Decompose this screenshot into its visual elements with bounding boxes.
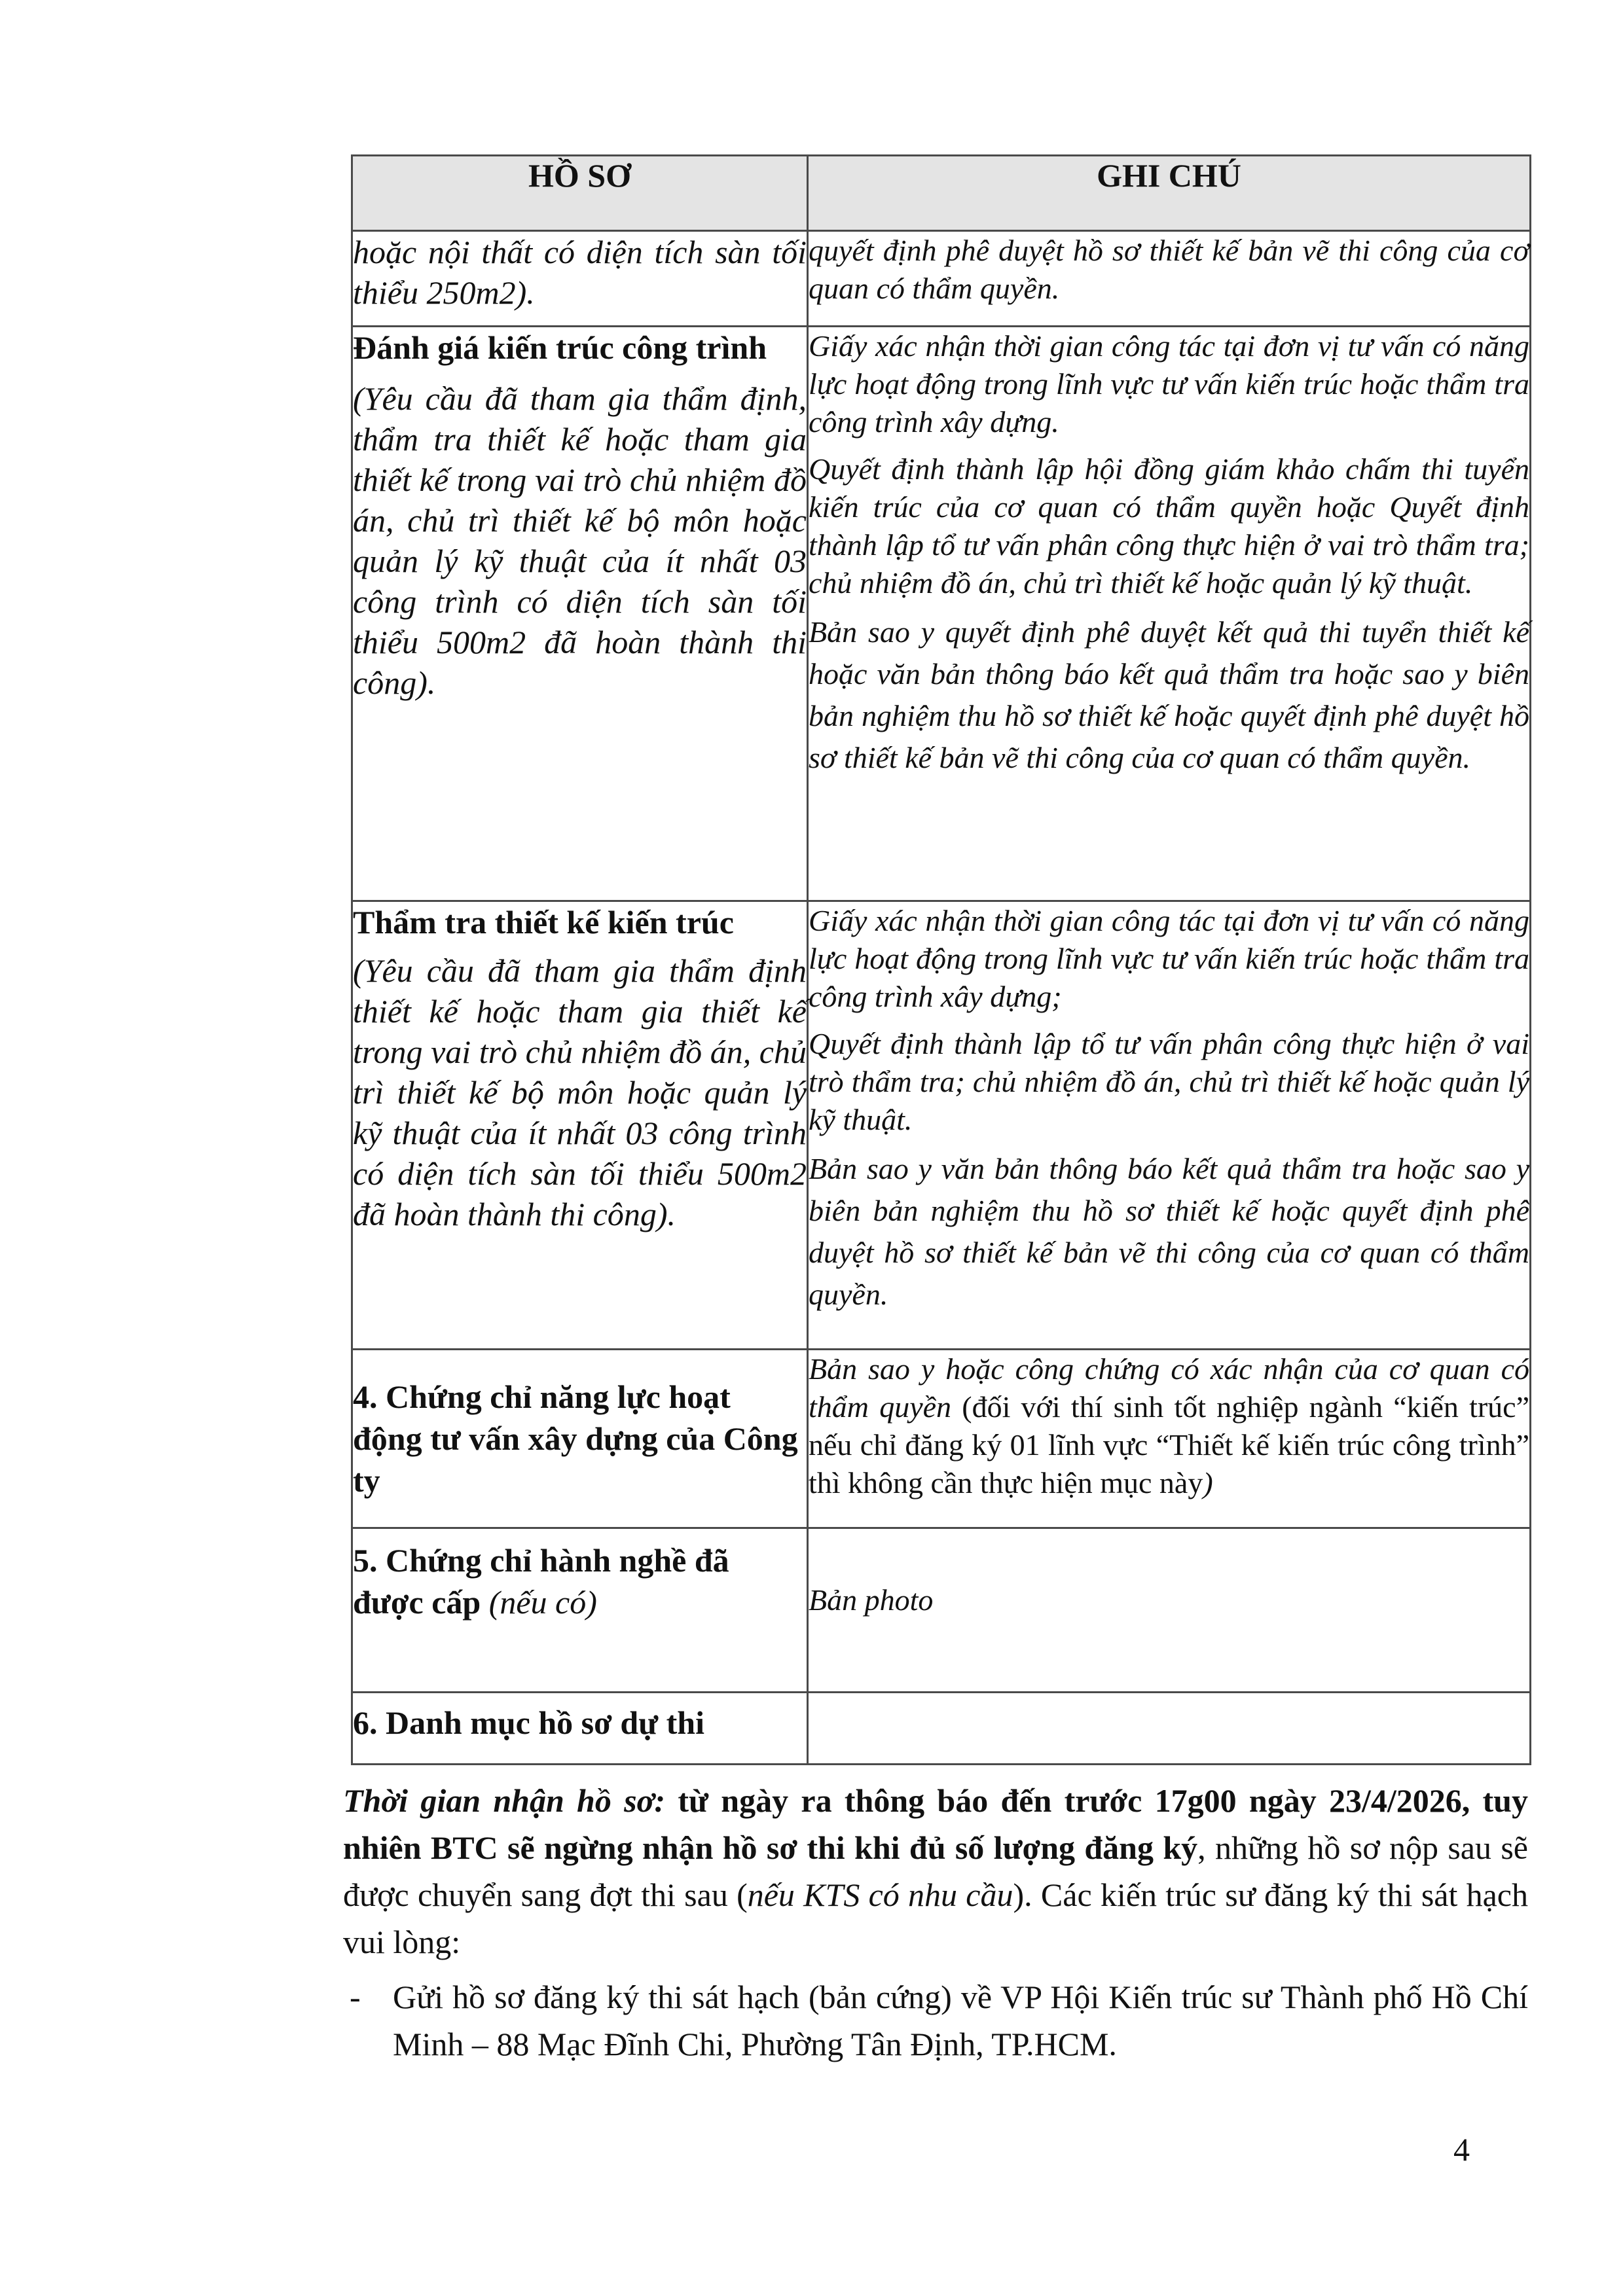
row5-left-cell: [352, 1528, 808, 1693]
bullet-list: [343, 1973, 1528, 2068]
table-row: [352, 1528, 1531, 1693]
row2-note-1: Giấy xác nhận thời gian công tác tại đơn vị tư vấn có năng lực hoạt động trong lĩnh vực tư vấn kiến trúc hoặc thẩm tra công trình xây dựng.: [809, 329, 1529, 439]
bullet-marker: -: [350, 1979, 361, 2015]
row2-note-2: Quyết định thành lập hội đồng giám khảo chấm thi tuyển kiến trúc của cơ quan có thẩm quyền hoặc Quyết định thành lập tổ tư vấn phân công thực hiện ở vai trò thẩm tra; chủ nhiệm đồ án, chủ trì thiết kế hoặc quản lý kỹ thuật.: [809, 452, 1529, 600]
row4-note-close: ): [1203, 1466, 1213, 1499]
header-ghi-chu: GHI CHÚ: [808, 156, 1531, 231]
row5-right-cell: [808, 1528, 1531, 1693]
table-row: [352, 1350, 1531, 1528]
row3-requirement: (Yêu cầu đã tham gia thẩm định thiết kế hoặc tham gia thiết kế trong vai trò chủ nhiệm đồ án, chủ trì thiết kế bộ môn hoặc quản lý kỹ thuật của ít nhất 03 công trình có diện tích sàn tối thiểu 500m2 đã hoàn thành thi công).: [353, 952, 807, 1232]
deadline-label: Thời gian nhận hồ sơ:: [343, 1782, 666, 1819]
header-ho-so: HỒ SƠ: [352, 156, 808, 231]
requirements-table: [351, 154, 1531, 1765]
row2-note-3: Bản sao y quyết định phê duyệt kết quả thi tuyển thiết kế hoặc văn bản thông báo kết quả thẩm tra hoặc sao y biên bản nghiệm thu hồ sơ thiết kế hoặc quyết định phê duyệt hồ sơ thiết kế bản vẽ thi công của cơ quan có thẩm quyền.: [809, 615, 1529, 774]
row1-right-cell: [808, 231, 1531, 327]
row4-note: [809, 1350, 1529, 1502]
row5-note: Bản photo: [809, 1583, 934, 1617]
row5-title: [353, 1539, 807, 1623]
row3-title: Thẩm tra thiết kế kiến trúc: [353, 904, 734, 941]
table-row: [352, 901, 1531, 1350]
row3-note-3: Bản sao y văn bản thông báo kết quả thẩm tra hoặc sao y biên bản nghiệm thu hồ sơ thiết kế hoặc quyết định phê duyệt hồ sơ thiết kế bản vẽ thi công của cơ quan có thẩm quyền.: [809, 1152, 1529, 1311]
row3-right-cell: [808, 901, 1531, 1350]
deadline-tail: ). Các kiến trúc sư đăng ký thi sát hạch vui lòng:: [343, 1876, 1529, 1960]
deadline-bold: từ ngày ra thông báo đến trước 17g00 ngày 23/4/2026, tuy nhiên BTC sẽ ngừng nhận hồ sơ thi khi đủ số lượng đăng ký: [343, 1782, 1528, 1866]
row4-right-cell: [808, 1350, 1531, 1528]
row6-title: 6. Danh mục hồ sơ dự thi: [353, 1704, 704, 1741]
row5-title-italic: (nếu có): [481, 1584, 597, 1621]
row1-left-text: hoặc nội thất có diện tích sàn tối thiểu 250m2).: [353, 234, 807, 311]
row2-right-cell: [808, 327, 1531, 901]
page-number: 4: [1453, 2131, 1470, 2168]
row2-left-cell: [352, 327, 808, 901]
row4-title: 4. Chứng chỉ năng lực hoạt động tư vấn xây dựng của Công ty: [353, 1378, 798, 1499]
row6-left-cell: [352, 1693, 808, 1765]
deadline-text: [343, 1777, 1528, 1965]
row1-left-cell: [352, 231, 808, 327]
row3-note-2: Quyết định thành lập tổ tư vấn phân công thực hiện ở vai trò thẩm tra; chủ nhiệm đồ án, chủ trì thiết kế hoặc quản lý kỹ thuật.: [809, 1027, 1529, 1136]
table-row: [352, 327, 1531, 901]
table-row: [352, 1693, 1531, 1765]
deadline-normal: , những hồ sơ nộp sau sẽ được chuyển sang đợt thi sau (: [343, 1829, 1528, 1913]
row3-note-1: Giấy xác nhận thời gian công tác tại đơn vị tư vấn có năng lực hoạt động trong lĩnh vực tư vấn kiến trúc hoặc thẩm tra công trình xây dựng;: [809, 904, 1529, 1013]
row4-note-italic: Bản sao y hoặc công chứng có xác nhận của cơ quan có thẩm quyền: [809, 1352, 1529, 1424]
row2-title: Đánh giá kiến trúc công trình: [353, 329, 767, 366]
row2-requirement: (Yêu cầu đã tham gia thẩm định, thẩm tra thiết kế hoặc tham gia thiết kế trong vai trò chủ nhiệm đồ án, chủ trì thiết kế bộ môn hoặc quản lý kỹ thuật của ít nhất 03 công trình có diện tích sàn tối thiểu 500m2 đã hoàn thành thi công).: [353, 380, 807, 701]
row3-left-cell: [352, 901, 808, 1350]
row4-note-normal: (đối với thí sinh tốt nghiệp ngành “kiến trúc” nếu chỉ đăng ký 01 lĩnh vực “Thiết kế kiến trúc công trình” thì không cần thực hiện mục này: [809, 1390, 1530, 1499]
deadline-paragraph: [343, 1777, 1528, 1965]
bullet-item: Gửi hồ sơ đăng ký thi sát hạch (bản cứng) về VP Hội Kiến trúc sư Thành phố Hồ Chí Minh – 88 Mạc Đĩnh Chi, Phường Tân Định, TP.HCM.: [393, 1979, 1528, 2062]
row1-note: quyết định phê duyệt hồ sơ thiết kế bản vẽ thi công của cơ quan có thẩm quyền.: [809, 234, 1529, 305]
row5-title-bold: 5. Chứng chỉ hành nghề đã được cấp: [353, 1542, 729, 1621]
deadline-italic: nếu KTS có nhu cầu: [747, 1876, 1013, 1913]
row4-left-cell: [352, 1350, 808, 1528]
row6-right-cell: [808, 1693, 1531, 1765]
table-header-row: [352, 156, 1531, 231]
table-row: [352, 231, 1531, 327]
